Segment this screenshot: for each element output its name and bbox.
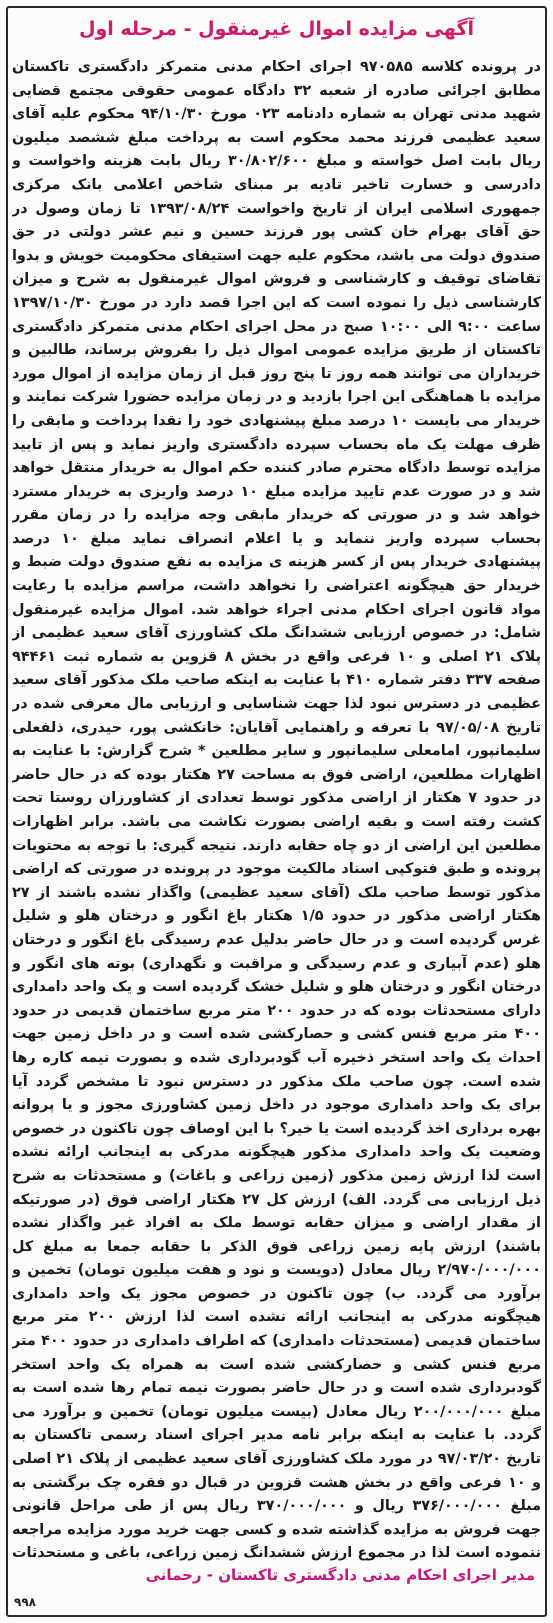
ad-code: ۹۹۸ [14, 1595, 36, 1609]
notice-body: در پرونده کلاسه ۹۷۰۵۸۵ اجرای احکام مدنی متمرکز دادگستری تاکستان مطابق اجرائی صادره از شعبه ۳۲ دادگاه عمومی حقوقی مجتمع قضایی شهید مدنی تهران به شماره دادنامه ۰۲۳ مورخ ۹۴/۱۰/۳۰ محکوم علیه آقای سعید عظیمی فرزند محمد محکوم است به پرداخت مبلغ ششصد میلیون ریال بابت اصل خواسته و مبلغ ۳۰/۸۰۲/۶۰۰ ریال بابت هزینه واخواست و دادرسی و خسارت تاخیر تادیه بر مبنای شاخص اعلامی بانک مرکزی جمهوری اسلامی ایران از تاریخ واخواست ۱۳۹۳/۰۸/۲۴ تا زمان وصول در حق آقای بهرام خان کشی پور فرزند حسین و نیم عشر دولتی در حق صندوق دولت می باشد، محکوم علیه جهت استیفای محکومیت خویش و بدوا تقاضای توقیف و کارشناسی و فروش اموال غیرمنقول به شرح و میزان کارشناسی ذیل را نموده است که این اجرا قصد دارد در مورخ ۱۳۹۷/۱۰/۳۰ ساعت ۹:۰۰ الی ۱۰:۰۰ صبح در محل اجرای احکام مدنی متمرکز دادگستری تاکستان از طریق مزایده عمومی اموال ذیل را بفروش برساند، طالبین و خریداران می توانند همه روز تا پنج روز قبل از زمان مزایده از اموال مورد مزایده با هماهنگی این اجرا بازدید و در زمان مزایده حضورا شرکت نمایند و خریدار می بایست ۱۰ درصد مبلغ پیشنهادی خود را نقدا پرداخت و مابقی را ظرف مهلت یک ماه بحساب سپرده دادگستری واریز نماید و پس از تایید مزایده توسط دادگاه محترم صادر کننده حکم اموال به خریدار منتقل خواهد شد و در صورت عدم تایید مزایده مبلغ ۱۰ درصد واریزی به خریدار مسترد خواهد شد و در صورتی که خریدار مابقی وجه مزایده را در زمان مقرر بحساب سپرده واریز ننماید و یا اعلام انصراف نماید مبلغ ۱۰ درصد پیشنهادی خریدار پس از کسر هزینه ی مزایده به نفع صندوق دولت ضبط و خریدار حق هیچگونه اعتراضی را نخواهد داشت، مراسم مزایده با رعایت مواد قانون اجرای احکام مدنی اجراء خواهد شد. اموال مزایده غیرمنقول شامل: در خصوص ارزیابی ششدانگ ملک کشاورزی آقای سعید عظیمی از پلاک ۲۱ اصلی و ۱۰ فرعی واقع در بخش ۸ قزوین به شماره ثبت ۹۴۴۶۱ صفحه ۳۳۷ دفتر شماره ۴۱۰ با عنایت به اینکه صاحب ملک مذکور آقای سعید عظیمی در دسترس نبود لذا جهت شناسایی و ارزیابی مال معرفی شده در تاریخ ۹۷/۰۵/۰۸ با تعرفه و راهنمایی آقایان: خانکشی پور، حیدری، ذلفعلی سلیمانپور، امامعلی سلیمانپور و سایر مطلعین * شرح گزارش: با عنایت به اظهارات مطلعین، اراضی فوق به مساحت ۲۷ هکتار بوده که در حال حاضر در حدود ۷ هکتار از اراضی مذکور توسط تعدادی از کشاورزان روستا تحت کشت رفته است و بقیه اراضی بصورت نکاشت می باشد. برابر اظهارات مطلعین این اراضی از دو چاه حقابه دارند. نتیجه گیری: با توجه به محتویات پرونده و طبق فتوکپی اسناد مالکیت موجود در پرونده در صورتی که اراضی مذکور توسط صاحب ملک (آقای سعید عظیمی) واگذار نشده باشند از ۲۷ هکتار اراضی مذکور در حدود ۱/۵ هکتار باغ انگور و درختان هلو و شلیل غرس گردیده است و در حال حاضر بدلیل عدم رسیدگی باغ انگور و درختان هلو (عدم آبیاری و عدم رسیدگی و مراقبت و نگهداری) بوته های انگور و درختان انگور و درختان هلو و شلیل خشک گردیده است و یک واحد دامداری دارای مستحدثات بوده که در حدود ۲۰۰ متر مربع ساختمان قدیمی در حدود ۴۰۰ متر مربع فنس کشی و حصارکشی شده است و در داخل زمین جهت احداث یک واحد استخر ذخیره آب گودبرداری شده و بصورت نیمه کاره رها شده است. چون صاحب ملک مذکور در دسترس نبود تا مشخص گردد آیا برای یک واحد دامداری موجود در داخل زمین کشاورزی مجوز و یا پروانه بهره برداری اخذ گردیده است یا خیر؟ با این اوصاف چون تاکنون در خصوص وضعیت یک واحد دامداری مذکور هیچگونه مدرکی به اینجانب ارائه نشده است لذا ارزش زمین مذکور (زمین زراعی و باغات) و مستحدثات به شرح ذیل ارزیابی می گردد. الف) ارزش کل ۲۷ هکتار اراضی فوق (در صورتیکه از مقدار اراضی و میزان حقابه توسط ملک به افراد غیر واگذار نشده باشند) ارزش پایه زمین زراعی فوق الذکر با حقابه جمعا به مبلغ کل ۲/۹۷۰/۰۰۰/۰۰۰ ریال معادل (دویست و نود و هفت میلیون تومان) تخمین و برآورد می گردد. ب) چون تاکنون در خصوص مجوز یک واحد دامداری هیچگونه مدرکی به اینجانب ارائه نشده است لذا ارزش ۲۰۰ متر مربع ساختمان قدیمی (مستحدثات دامداری) که اطراف دامداری در حدود ۴۰۰ متر مربع فنس کشی و حصارکشی شده است به همراه یک واحد استخر گودبرداری شده است و در حال حاضر بصورت نیمه تمام رها شده است به مبلغ ۲۰۰/۰۰۰/۰۰۰ ریال معادل (بیست میلیون تومان) تخمین و برآورد می گردد. با عنایت به اینکه برابر نامه مدیر اجرای اسناد رسمی تاکستان به تاریخ ۹۷/۰۳/۲۰ در مورد ملک کشاورزی آقای سعید عظیمی از پلاک ۲۱ اصلی و ۱۰ فرعی واقع در بخش هشت قزوین در قبال دو فقره چک برگشتی به مبلغ ۳۷۶/۰۰۰/۰۰۰ ریال و ۳۷۰/۰۰۰/۰۰۰ ریال پس از طی مراحل قانونی جهت فروش به مزایده گذاشته شده و کسی جهت خرید مورد مزایده مراجعه ننموده است لذا در مجموع ارزش ششدانگ زمین زراعی، باغی و مستحدثات [12, 59, 541, 1562]
notice-signature: مدیر اجرای احکام مدنی دادگستری تاکستان - رحمانی [145, 1566, 535, 1584]
notice-title: آگهی مزایده اموال غیرمنقول - مرحله اول [78, 18, 475, 40]
